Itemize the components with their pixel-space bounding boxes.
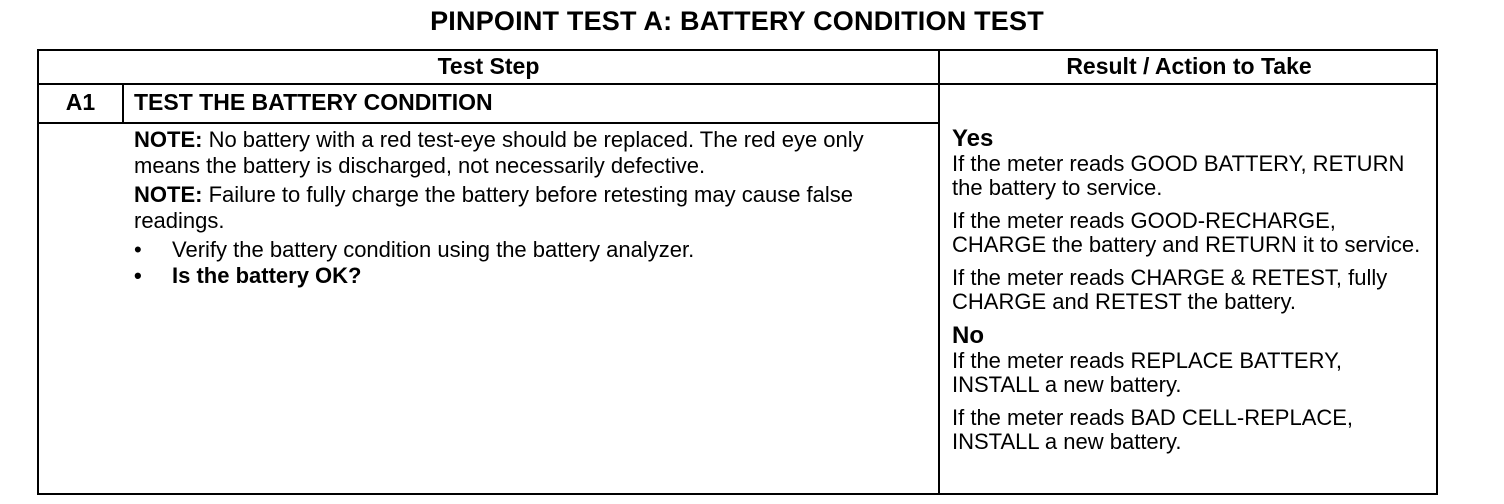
no-action: If the meter reads BAD CELL-REPLACE, INSTALL a new battery.: [952, 405, 1354, 454]
header-test-step: Test Step: [437, 53, 540, 79]
note-label: NOTE:: [134, 182, 203, 207]
bullet-item: • Verify the battery condition using the battery analyzer.: [134, 237, 924, 263]
step-id: A1: [65, 89, 96, 115]
column-divider: [938, 51, 940, 493]
note-label: NOTE:: [134, 127, 203, 152]
yes-action: If the meter reads GOOD BATTERY, RETURN the battery to service.: [952, 151, 1405, 200]
answer-yes-label: Yes: [952, 125, 994, 152]
yes-action: If the meter reads CHARGE & RETEST, fully CHARGE and RETEST the battery.: [952, 265, 1388, 314]
no-action: If the meter reads REPLACE BATTERY, INSTALL a new battery.: [952, 348, 1343, 397]
note-1: [134, 127, 924, 179]
step-id-divider: [122, 85, 124, 122]
page-title: PINPOINT TEST A: BATTERY CONDITION TEST: [430, 6, 1044, 36]
yes-action: If the meter reads GOOD-RECHARGE, CHARGE the battery and RETURN it to service.: [952, 208, 1421, 257]
bullet-question: • Is the battery OK?: [134, 263, 924, 289]
step-bullets: [134, 237, 924, 289]
note-2: [134, 182, 924, 234]
step-title: TEST THE BATTERY CONDITION: [134, 89, 493, 115]
step-title-divider: [39, 122, 938, 124]
result-action-body: [952, 126, 1430, 454]
pinpoint-test-table: [37, 49, 1438, 495]
header-result-action: Result / Action to Take: [1066, 53, 1312, 79]
test-step-body: [134, 127, 924, 289]
note-text: No battery with a red test-eye should be replaced. The red eye only means the battery is discharged, not necessarily defective.: [134, 127, 864, 178]
header-divider: [39, 83, 1436, 85]
note-text: Failure to fully charge the battery before retesting may cause false readings.: [134, 182, 854, 233]
answer-no-label: No: [952, 322, 984, 349]
